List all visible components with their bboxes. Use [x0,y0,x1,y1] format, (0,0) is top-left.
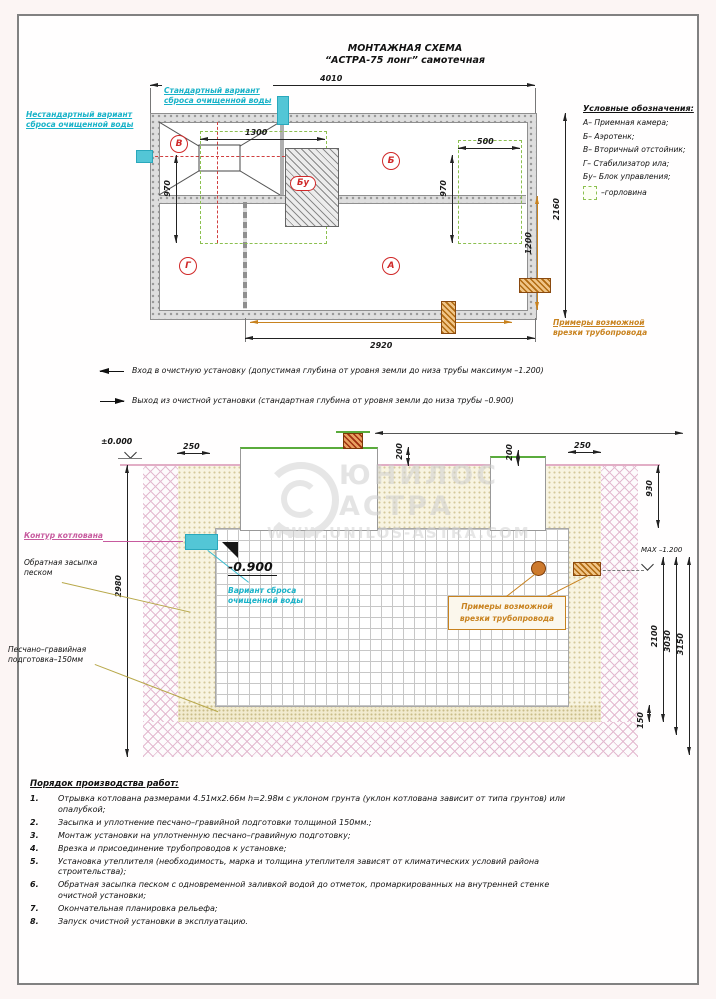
dim-text-970-left: 970 [163,180,172,197]
dim-text-4010: 4010 [320,74,343,83]
note-outlet: Выход из очистной установки (стандартная глубина от уровня земли до низа трубы –0.900) [132,396,514,405]
dim-line-500 [458,148,520,149]
extension-line [535,318,536,342]
inlet-arrow-icon [100,371,124,372]
legend-item: А– Приемная камера; [583,118,669,127]
max-level-dash [598,570,644,571]
dim-text-200-b: 200 [505,444,514,461]
dim-line-3150 [689,557,690,755]
work-order-item: 4. Врезка и присоединение трубопроводов к установке; [30,843,287,853]
watermark-text: АСТРА [339,491,454,522]
drawing-subtitle: “АСТРА-75 лонг” самотечная [324,55,486,66]
watermark-text: ЮНИЛОС [339,460,500,491]
work-order-item: 2. Засыпка и уплотнение песчано–гравийной подготовки толщиной 150мм.; [30,817,372,827]
work-order-item: 1. Отрывка котлована размерами 4.51мх2.66м h=2.98м с уклоном грунта (уклон котлована зависит от типа грунтов) или опалубкой; [30,794,566,814]
neck-outline-right [458,140,522,244]
work-order [30,779,582,930]
drawing-title: МОНТАЖНАЯ СХЕМА [347,43,463,54]
legend-neck-item [583,186,695,200]
ground-level-line [120,464,660,466]
max-level-text: МАХ –1.200 [641,546,683,554]
dim-line-2920 [245,338,535,339]
label-tie-in-plan: Примеры возможной врезки трубопровода [553,318,648,337]
dim-text-2980: 2980 [114,575,123,598]
outlet-arrow-icon [100,401,124,402]
tie-in-span-line [250,322,512,323]
outlet-pipe-top [277,96,289,125]
chamber-label-b: Б [382,152,400,170]
dim-text-2920: 2920 [370,341,393,350]
legend-item: В– Вторичный отстойник; [583,145,686,154]
neck-symbol-icon [583,186,597,200]
legend-neck-label: –горловина [601,187,647,197]
dim-line-150 [649,705,650,722]
legend-item: Г– Стабилизатор ила; [583,158,670,168]
outlet-level-flag-icon [222,542,238,558]
label-gravel-base: Песчано–гравийная подготовка–150мм [8,645,87,664]
dim-line-1300 [200,139,325,140]
watermark-url: WWW.UNILOS-ASTRA.COM [267,524,531,542]
chamber-label-g: Г [179,257,197,275]
outlet-pipe-left [136,150,153,163]
tie-in-stub-section [573,562,601,576]
dim-line-970-right [452,155,453,243]
dim-line-250-left [177,453,210,454]
label-standard-outlet: Стандартный вариант сброса очищенной воды [164,86,272,105]
tie-in-stub-bottom [441,301,456,334]
work-order-title: Порядок производства работ: [30,779,179,789]
chamber-label-v: В [170,135,188,153]
work-order-item: 6. Обратная засыпка песком с одновременной заливкой водой до отметок, промаркированных на внутренней стенке очистной установки; [30,880,550,900]
gravel-base-strip [178,705,601,722]
legend [583,104,695,200]
work-order-item: 8. Запуск очистной установки в эксплуатацию. [30,916,248,926]
work-order-item: 3. Монтаж установки на уплотненную песчано–гравийную подготовку; [30,830,351,840]
dim-text-970-right: 970 [439,180,448,197]
dim-text-1200: 1200 [524,232,533,255]
dim-text-250-right: 250 [574,441,591,450]
tie-in-stub-right [519,278,551,293]
extension-line [150,88,151,113]
label-nonstandard-outlet: Нестандартный вариант сброса очищенной воды [26,110,134,129]
extension-line [535,88,536,113]
legend-item: Бу– Блок управления; [583,172,671,181]
label-tie-in-section: Примеры возможной врезки трубопровода [448,596,566,630]
outlet-level-text: -0.900 [228,559,277,576]
dim-line-2160 [565,113,566,318]
section-top-dim-line [375,433,683,434]
chamber-label-bu: Бу [290,176,316,191]
dim-text-250-left: 250 [183,442,200,451]
dim-line-200-b [518,450,519,466]
outlet-pipe-section [185,534,218,550]
level-zero-text: ±0.000 [101,437,133,446]
label-backfill: Обратная засыпка песком [24,558,98,577]
work-order-item: 7. Окончательная планировка рельефа; [30,903,218,913]
work-order-item: 5. Установка утеплителя (необходимость, марка и толщина утеплителя зависят от климатических условий района строительства); [30,856,540,876]
dim-text-2100: 2100 [650,625,659,648]
dim-text-3150: 3150 [676,633,685,656]
dim-text-930: 930 [645,480,654,497]
dim-line-250-right [568,452,601,453]
pit-contour-leader [103,541,183,542]
dim-text-200-a: 200 [395,443,404,460]
note-inlet: Вход в очистную установку (допустимая глубина от уровня земли до низа трубы максимум –1.200) [132,366,544,375]
dim-text-500: 500 [477,137,494,146]
label-pit-contour: Контур котлована [24,531,103,540]
pit-bottom [143,722,638,757]
dim-text-3030: 3030 [663,630,672,653]
dim-text-1300: 1300 [245,128,268,137]
dim-text-150: 150 [636,712,645,729]
vent-unit [343,433,363,449]
pit-wall-right [601,466,638,722]
chamber-label-a: А [382,257,400,275]
legend-title: Условные обозначения: [583,104,694,113]
dim-line-970-left [176,155,177,243]
tank-right-neck [490,456,546,531]
dim-text-2160: 2160 [552,198,561,221]
dim-line-2980 [127,465,128,757]
label-outlet-variant: Вариант сброса очищенной воды [228,586,304,605]
legend-item: Б– Аэротенк; [583,131,635,141]
level-zero-tick [118,458,142,459]
dim-line-930 [658,465,659,528]
tank-upper-section [240,447,378,531]
dim-line-200-a [408,447,409,466]
